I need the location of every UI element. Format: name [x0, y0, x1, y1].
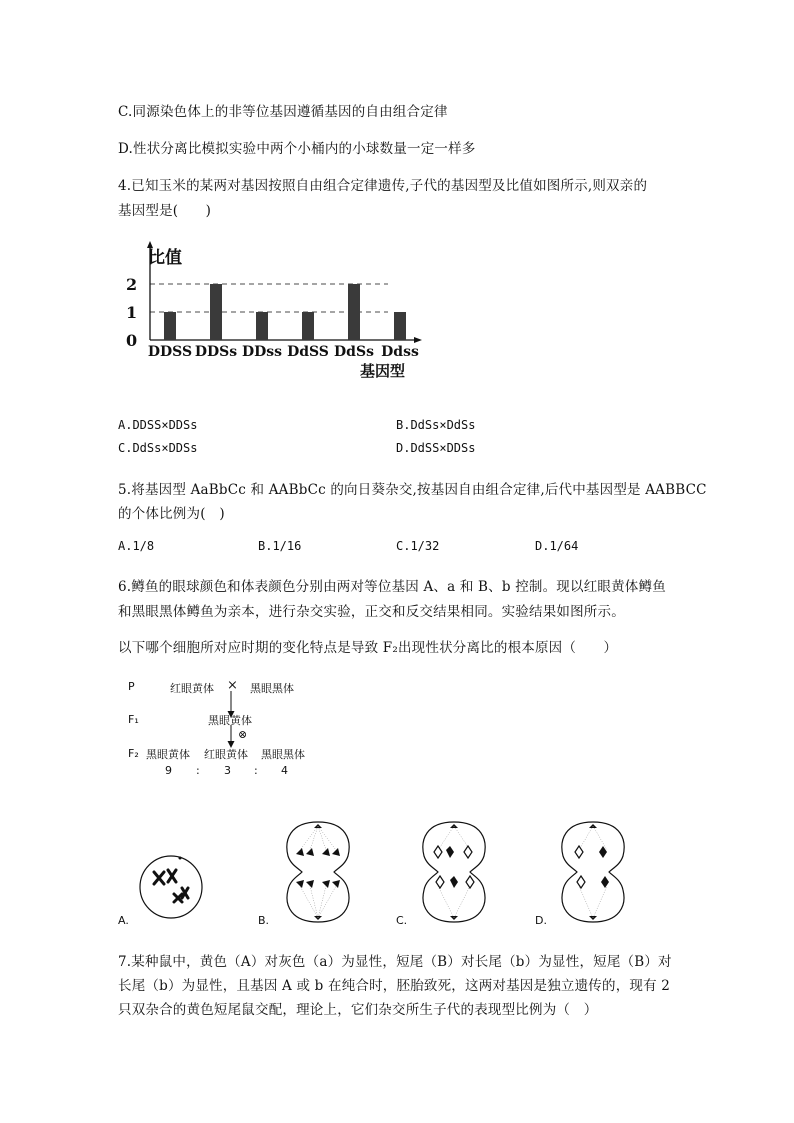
f2-pheno-3: 黑眼黑体 [261, 748, 305, 761]
bar-Ddss [394, 312, 406, 340]
self-cross-icon: ⊗ [238, 728, 248, 741]
cross-diagram [118, 675, 338, 785]
x-tick-label: DDss [241, 344, 283, 360]
question-4-line1: 4.已知玉米的某两对基因按照自由组合定律遗传,子代的基因型及比值如图所示,则双亲的 [118, 178, 648, 194]
bar-DdSs [348, 284, 360, 340]
cell-b-drawing [278, 820, 358, 925]
cell-c[interactable] [396, 820, 506, 930]
q4-option-a[interactable]: A.DDSS×DDSs [118, 418, 198, 432]
question-6-line2: 和黑眼黑体鳟鱼为亲本，进行杂交实验，正交和反交结果相同。实验结果如图所示。 [118, 604, 625, 620]
q4-option-d[interactable]: D.DdSS×DDSs [396, 441, 476, 455]
colon-1: : [196, 764, 200, 777]
cell-d-label: D. [535, 914, 547, 927]
cross-symbol: × [227, 678, 238, 693]
cell-a-label: A. [118, 914, 129, 927]
ratio-3: 4 [281, 764, 288, 777]
y-axis-arrow [147, 241, 153, 248]
question-7-line2: 长尾（b）为显性，且基因 A 或 b 在纯合时，胚胎致死，这两对基因是独立遗传的，现有 2 [118, 978, 671, 994]
option-c-text: C.同源染色体上的非等位基因遵循基因的自由组合定律 [118, 104, 448, 120]
cell-a[interactable] [118, 850, 228, 930]
y-tick-label: 1 [126, 303, 138, 322]
question-6-line1: 6.鳟鱼的眼球颜色和体表颜色分别由两对等位基因 A、a 和 B、b 控制。现以红眼黄体鳟鱼 [118, 579, 666, 595]
q5-option-b[interactable]: B.1/16 [258, 539, 302, 553]
question-4-line2: 基因型是( ) [118, 203, 212, 219]
p-female: 红眼黄体 [170, 682, 214, 695]
cell-c-label: C. [396, 914, 408, 927]
y-tick-label: 2 [126, 275, 138, 294]
x-tick-label: DDSs [194, 344, 238, 360]
y-tick-label: 0 [126, 331, 138, 350]
cell-d-drawing [553, 820, 633, 925]
q5-option-a[interactable]: A.1/8 [118, 539, 155, 553]
genotype-ratio-chart [118, 238, 438, 383]
question-7-line1: 7.某种鼠中，黄色（A）对灰色（a）为显性，短尾（B）对长尾（b）为显性，短尾（B）对 [118, 954, 672, 970]
option-d-text: D.性状分离比模拟实验中两个小桶内的小球数量一定一样多 [118, 141, 476, 157]
bar-DdSS [302, 312, 314, 340]
x-tick-label: Ddss [381, 344, 419, 360]
f2-label: F₂ [128, 747, 139, 760]
q4-option-b[interactable]: B.DdSs×DdSs [396, 418, 476, 432]
ratio-1: 9 [165, 764, 172, 777]
p-male: 黑眼黑体 [250, 682, 294, 695]
x-axis-label: 基因型 [360, 362, 406, 380]
question-5-line1: 5.将基因型 AaBbCc 和 AABbCc 的向日葵杂交,按基因自由组合定律,后代中基因型是 AABBCC [118, 482, 707, 498]
bar-DDss [256, 312, 268, 340]
cell-b-label: B. [258, 914, 270, 927]
q4-option-c[interactable]: C.DdSs×DDSs [118, 441, 198, 455]
colon-2: : [254, 764, 258, 777]
cell-b[interactable] [258, 820, 368, 930]
question-6-line3: 以下哪个细胞所对应时期的变化特点是导致 F₂出现性状分离比的根本原因（ ） [118, 640, 618, 656]
y-axis-label: 比值 [148, 248, 182, 268]
cell-d[interactable] [535, 820, 645, 930]
q5-option-d[interactable]: D.1/64 [535, 539, 579, 553]
bar-DDSs [210, 284, 222, 340]
bar-DDSS [164, 312, 176, 340]
f1-pheno: 黑眼黄体 [208, 714, 252, 727]
f2-pheno-1: 黑眼黄体 [146, 748, 190, 761]
x-axis-arrow [414, 337, 422, 343]
cell-c-drawing [414, 820, 494, 925]
x-tick-label: DDSS [147, 344, 193, 360]
x-tick-label: DdSS [287, 344, 329, 360]
f1-label: F₁ [128, 713, 139, 726]
question-5-line2: 的个体比例为( ) [118, 506, 225, 522]
ratio-2: 3 [224, 764, 231, 777]
cell-a-drawing [138, 850, 238, 930]
question-7-line3: 只双杂合的黄色短尾鼠交配，理论上，它们杂交所生子代的表现型比例为（ ） [118, 1002, 598, 1018]
x-tick-label: DdSs [334, 344, 374, 360]
q5-option-c[interactable]: C.1/32 [396, 539, 440, 553]
f2-pheno-2: 红眼黄体 [204, 748, 248, 761]
p-label: P [128, 680, 135, 693]
